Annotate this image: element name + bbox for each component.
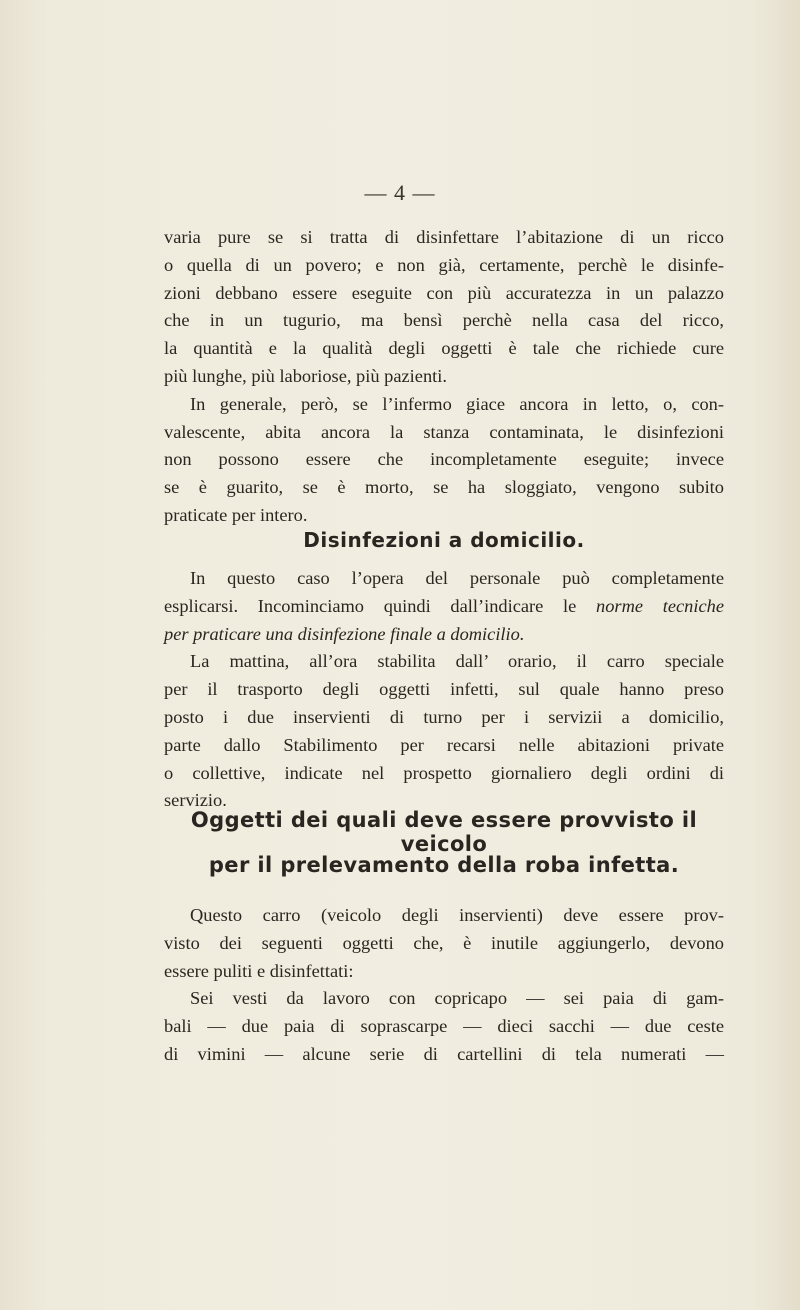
paragraph-block-2 (164, 565, 724, 815)
text-line: valescente, abita ancora la stanza contaminata, le disinfezioni (164, 421, 724, 442)
text-line: di vimini — alcune serie di cartellini di tela numerati — (164, 1043, 724, 1064)
section-heading-disinfezioni: Disinfezioni a domicilio. (303, 528, 585, 552)
text-line: Questo carro (veicolo degli inservienti) deve essere prov- (190, 905, 724, 925)
text-line: più lunghe, più laboriose, più pazienti. (164, 365, 447, 386)
text-line: varia pure se si tratta di disinfettare l’abitazione di un ricco (164, 227, 724, 247)
text-run: esplicarsi. Incominciamo quindi dall’indicare le (164, 595, 597, 616)
text-line: la quantità e la qualità degli oggetti è tale che richiede cure (164, 338, 724, 359)
text-line: per il trasporto degli oggetti infetti, sul quale hanno preso (164, 679, 724, 700)
paragraph-block-1 (164, 224, 724, 530)
section-heading-oggetti: Oggetti dei quali deve essere provvisto il veicolo (190, 808, 698, 856)
text-line: posto i due inservienti di turno per i servizii a domicilio, (164, 706, 724, 727)
text-line: parte dallo Stabilimento per recarsi nelle abitazioni private (164, 734, 724, 755)
text-line (164, 593, 724, 621)
text-line: zioni debbano essere eseguite con più accuratezza in un palazzo (164, 282, 724, 303)
italic-text-run: norme tecniche (596, 595, 724, 616)
text-line: che in un tugurio, ma bensì perchè nella casa del ricco, (164, 310, 724, 331)
text-line: Sei vesti da lavoro con copricapo — sei paia di gam- (190, 988, 724, 1009)
text-line: In generale, però, se l’infermo giace ancora in letto, o, con- (190, 393, 724, 414)
text-line (164, 621, 724, 649)
text-line: se è guarito, se è morto, se ha sloggiato, vengono subito (164, 477, 724, 498)
text-line: essere puliti e disinfettati: (164, 960, 354, 981)
italic-text-run: per praticare una disinfezione finale a domicilio. (164, 623, 525, 644)
text-line: non possono essere che incompletamente eseguite; invece (164, 449, 724, 470)
text-line: La mattina, all’ora stabilita dall’ orario, il carro speciale (190, 651, 724, 672)
text-line: o collettive, indicate nel prospetto giornaliero degli ordini di (164, 762, 724, 783)
text-line: praticate per intero. (164, 504, 308, 525)
text-line: In questo caso l’opera del personale può completamente (190, 568, 724, 588)
text-line: o quella di un povero; e non già, certamente, perchè le disinfe- (164, 254, 724, 275)
paragraph-block-3 (164, 902, 724, 1069)
text-line: visto dei seguenti oggetti che, è inutile aggiungerlo, devono (164, 932, 724, 953)
section-heading-oggetti-cont: per il prelevamento della roba infetta. (208, 853, 680, 877)
text-line: servizio. (164, 790, 227, 811)
text-line: bali — due paia di soprascarpe — dieci sacchi — due ceste (164, 1016, 724, 1037)
page-number: — 4 — (364, 180, 436, 205)
